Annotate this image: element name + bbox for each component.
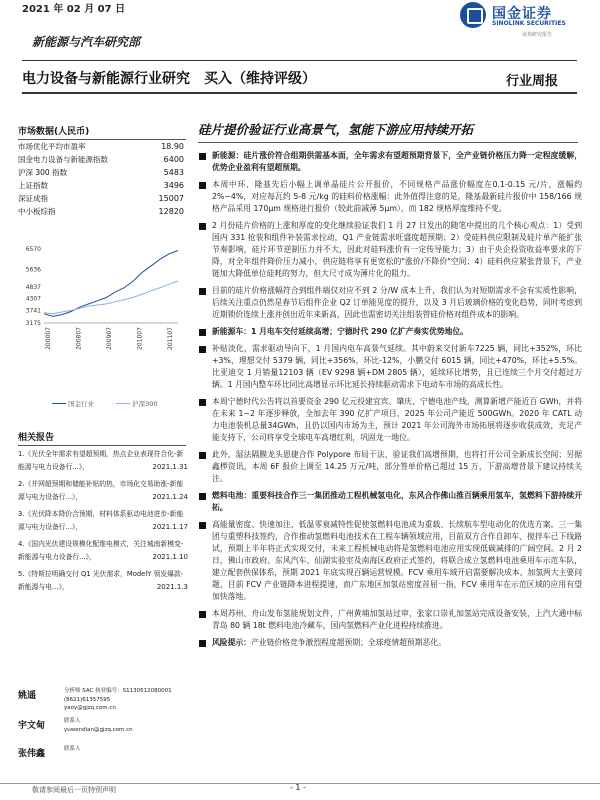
y-tick-label: 6570	[25, 246, 41, 253]
market-data-row	[18, 205, 186, 218]
body-paragraph	[198, 150, 582, 174]
square-bullet-icon	[199, 288, 206, 295]
market-data-row	[18, 153, 186, 166]
body-paragraph	[198, 396, 582, 444]
square-bullet-icon	[199, 522, 206, 529]
paragraph-text: 目前的硅片价格涨幅符合到组件端仅对应不到 2 分/W 成本上升，我们认为对短期需求不会有实质性影响，后续关注重点仍然是春节后组件企业 Q2 订单能见度的提升，以及 3 月后玻璃价格的变化趋势，同时考虑到近期锁价连续上涨并创出近年来新高，因此也需密切关注组装管硅价格对组件成本的影响。	[212, 286, 582, 319]
logo-text-en: SINOLINK SECURITIES	[492, 20, 566, 27]
paragraph-text: 补贴淡化，需求驱动导向下，1 月国内电车高景气延续。其中蔚来交付新车7225 辆，同比+352%，环比+3%，理想交付 5379 辆，同比+356%，环比-12%，小鹏交付 6015 辆，同比+470%，环比+5.5%。比亚迪交 1 月销量12103 辆（EV 9298 辆+DM 2805 辆），延续环比增势，且已连续三个月交付超过万辆。1 月国内整车环比同比高增显示环比延长持续驱动需求下电动车市场的高成长性。	[212, 344, 582, 389]
paragraph-text: 高能量密度、快速加注、低温零衰减特性促使氢燃料电池成为重载、长续航车型电动化的优选方案。三一集团与重塑科技签约，合作推动氢燃料电池技术在工程车辆领域应用，目前双方合作自卸车、搅拌车已下线路试，预期上半年将正式实现交付，未来工程机械电动将是氢燃料电池应用实现低碳减排的广阔空间。2 月 2 日，佛山市政府、东风汽车、仙湖实验室及南海区政府正式签约，将联合成立氢燃料电池乘用车示范车队，建立配套供保体系，预期 2021 年底实现百辆运营规模。FCV 乘用车域开启需要解决成本、加氢两大主要问题，目前 FCV 产业链降本进程提速，而广东地区加氢站密度首屈一指，FCV 乘用车在示范区域的应用有望加快落地。	[212, 520, 583, 601]
related-report-item[interactable]	[18, 508, 188, 534]
legend-label: 国金行业	[68, 399, 94, 408]
related-report-date: 2021.1.3	[156, 583, 188, 591]
paragraph-text: 本周苏州、舟山发布氢能规划文件，广州黄埔加氢站过审，张家口崇礼加氢站完成设备安装，上汽大通中标青岛 80 辆 18t 燃料电池冷藏车，国内氢燃料产业化进程持续推进。	[212, 609, 582, 630]
body-paragraph	[198, 285, 582, 321]
analyst-contact-line: 联系人	[64, 718, 81, 724]
market-data-row	[18, 166, 186, 179]
legend-label: 沪深300	[132, 399, 158, 408]
report-date: 2021 年 02 月 07 日	[22, 4, 126, 15]
y-tick-label: 3175	[25, 320, 41, 327]
market-data-value: 18.90	[161, 142, 184, 151]
related-report-text: 2.《并网超预期和储能补贴的热，市场化交易助涨-新能源与电力设备行...》，	[18, 480, 184, 501]
y-tick-label: 3741	[25, 307, 41, 315]
body-paragraph	[198, 179, 582, 215]
related-report-date: 2021.1.31	[152, 463, 188, 471]
logo-icon	[460, 2, 486, 28]
chart-legend	[52, 398, 178, 408]
x-tick-label: 200807	[75, 327, 83, 350]
analyst-contact	[64, 717, 133, 734]
related-report-item[interactable]	[18, 478, 188, 504]
square-bullet-icon	[199, 452, 206, 459]
body-paragraph	[198, 519, 582, 603]
analyst-contact-line: yuwendian@gjzq.com.cn	[64, 726, 133, 733]
square-bullet-icon	[199, 182, 206, 189]
paragraph-text: 新能源车：1 月电车交付延续高增；宁德时代 290 亿扩产奏实优势地位。	[212, 327, 468, 336]
analyst-name: 宇文甸	[18, 721, 46, 731]
related-report-date: 2021.1.10	[152, 553, 188, 561]
square-bullet-icon	[199, 153, 206, 160]
related-report-date: 2021.1.17	[152, 523, 188, 531]
analyst-contact-line: yaoy@gjzq.com.cn	[64, 705, 116, 711]
market-data-rows	[18, 140, 186, 218]
paragraph-text: 此外，湿法隔膜龙头恩捷合作 Polypore 布局干法，验证我们高增预期，也将打开公司全新成长空间；另据鑫椤资讯，本周 6F 报价上调至 14.25 万元/吨，部分签单价格已超过 15 万，下游高增背景下建议持续关注。	[212, 450, 582, 483]
related-report-date: 2021.1.24	[152, 493, 188, 501]
related-report-item[interactable]	[18, 568, 188, 594]
market-data-label: 中小板综指	[18, 207, 56, 216]
market-data-label: 深证成指	[18, 194, 48, 203]
square-bullet-icon	[199, 223, 206, 230]
square-bullet-icon	[199, 640, 206, 647]
market-data-value: 5483	[163, 168, 184, 177]
legend-swatch	[52, 403, 66, 405]
square-bullet-icon	[199, 399, 206, 406]
index-chart	[18, 243, 186, 401]
main-title: 硅片提价验证行业高景气，氢能下游应用持续开拓	[198, 122, 474, 137]
related-reports-title: 相关报告	[18, 430, 186, 446]
square-bullet-icon	[199, 611, 206, 618]
x-tick-label: 200907	[106, 327, 113, 350]
body-paragraph	[198, 608, 582, 632]
report-title: 电力设备与新能源行业研究 买入（维持评级）	[22, 71, 316, 87]
paragraph-text: 产业链价格竞争激烈程度超预期；全球疫情超预期恶化。	[250, 638, 446, 647]
market-data-label: 市场优化平均市盈率	[18, 142, 86, 151]
body-paragraph	[198, 343, 582, 391]
analyst-contact-line: (8621)61357595	[64, 696, 111, 703]
related-report-text: 1.《光伏全年需求有望超预期，热点企业表现符合化-新能源与电力设备行...》，	[18, 450, 184, 471]
company-logo	[460, 2, 590, 42]
paragraph-text: 本周宁德时代公告将以首要资金 290 亿元投建宜宾、肇庆、宁德电池产线，测算新增产能近百 GWh，并将在未来 1~2 年逐步释放，全加去年 390 亿扩产项目，2025 年公司产能近 500GWh。2020 年 CATL 动力电池装机总量34GWh，且仍以国内市场为主，预计 2021 年公司海外市场拓展将逐步收获成效，充足产能支持下，公司将享受全球电车高增红利，巩固龙一地位。	[212, 397, 582, 442]
market-data-row	[18, 179, 186, 192]
related-report-text: 5.《特斯拉明确交付 Q1 光伏需求，ModelY 领发爆款-新能源与电...》，	[18, 570, 184, 591]
analyst-contact-line: 分析师 SAC 执业编号：S1130512080001	[64, 688, 172, 694]
y-tick-label: 5636	[25, 266, 41, 274]
related-report-item[interactable]	[18, 538, 188, 564]
market-data-panel	[18, 124, 186, 218]
body-paragraph	[198, 220, 582, 280]
related-report-text: 4.《国内光伏建设规模化配维电模式，关注城南新模变-新能源与电力设备行...》，	[18, 540, 184, 561]
paragraph-text: 本周中环、隆基先后小幅上调单晶硅片公开报价，不同规格产品涨价幅度在0.1-0.15 元/片，涨幅约 2%~4%，对应每瓦约 5-8 元/kg 的硅料价格涨幅：此外值得注意的是，隆基最新硅片报价中 158/166 规格产品采用 170μm 规格进行报价（较此前减薄 5μm），而 182 规格厚度维持不变。	[212, 180, 582, 213]
analyst-contact	[64, 687, 172, 713]
x-tick-label: 201107	[167, 327, 174, 350]
research-group: 新能源与汽车研究部	[32, 35, 141, 49]
body-paragraph	[198, 490, 582, 514]
body-paragraph	[198, 637, 582, 649]
market-data-label: 沪深 300 指数	[18, 168, 68, 177]
paragraph-text: 2 月份硅片价格的上涨和厚度的变化继续验证我们 1 月 27 日发出的随笔中提出的几个核心观点：1）受到国内 331 抢装和组件补装需求拉动，Q1 产业链需求旺盛度超预期；2）受硅料供应限制及硅片单产能扩张节奏影响，硅片环节逆制压力并不大，因此对硅料涨价有一定传导能力；3）由于央企投资收益率要求的下降，对全年组件降价压力减小，供应链将享有更宽松的"涨价/不降价"空间；4）硅料供应紧张背景下，产业链加大降低单位硅耗的努力，但大尺寸成为薄片化的阻力。	[212, 221, 582, 278]
market-data-value: 12820	[158, 207, 184, 216]
analyst-name: 张伟鑫	[18, 749, 46, 759]
y-tick-label: 4837	[25, 283, 41, 291]
square-bullet-icon	[199, 346, 206, 353]
body-paragraph	[198, 449, 582, 485]
x-tick-label: 200007	[45, 327, 52, 350]
body-paragraph	[198, 326, 582, 338]
market-data-value: 15007	[158, 194, 184, 203]
y-tick-label: 4307	[25, 295, 41, 303]
legend-item	[116, 399, 157, 408]
market-data-value: 6400	[163, 155, 184, 164]
related-reports-list	[18, 448, 188, 598]
series-line-1	[44, 281, 178, 314]
paragraph-text: 新能源：硅片涨价符合组期供需基本面，全年需求有望超预期背景下，全产业链价格压力降一定程度缓解，优势企业盈利有望超预期。	[212, 151, 582, 172]
legend-swatch	[116, 403, 130, 405]
related-report-text: 3.《光伏降本降价合预期，材料体系驱动电池进步-新能源与电力设备行...》，	[18, 510, 184, 531]
header-divider-bold	[22, 92, 577, 94]
logo-text-cn: 国金证券	[492, 6, 552, 22]
paragraph-lead: 风险提示：	[212, 638, 251, 647]
logo-tagline: 证券研究报告	[522, 32, 553, 38]
report-type: 行业周报	[506, 74, 559, 89]
square-bullet-icon	[199, 493, 206, 500]
analyst-name: 姚遥	[18, 691, 37, 701]
paragraph-text: 燃料电池：重要科技合作三一集团推动工程机械氢电化，东风合作佛山推百辆乘用氢车，氢燃料下游持续开拓。	[212, 491, 582, 512]
analyst-contact-line: 联系人	[64, 746, 81, 752]
main-content	[198, 150, 582, 654]
header-divider	[22, 60, 577, 61]
square-bullet-icon	[199, 329, 206, 336]
series-line-0	[44, 251, 178, 317]
legend-item	[52, 399, 94, 408]
market-data-label: 上证指数	[18, 181, 48, 190]
market-data-value: 3496	[163, 181, 184, 190]
market-data-title: 市场数据(人民币)	[18, 124, 186, 140]
related-report-item[interactable]	[18, 448, 188, 474]
analyst-contact	[64, 745, 81, 754]
market-data-row	[18, 140, 186, 153]
market-data-row	[18, 192, 186, 205]
page-number: - 1 -	[290, 783, 306, 792]
index-chart-svg	[18, 243, 186, 401]
main-title-divider	[198, 142, 578, 143]
x-tick-label: 201007	[136, 327, 144, 350]
market-data-label: 国金电力设备与新能源指数	[18, 155, 108, 164]
footer-disclaimer: 敬请参阅最后一页特别声明	[32, 786, 116, 794]
